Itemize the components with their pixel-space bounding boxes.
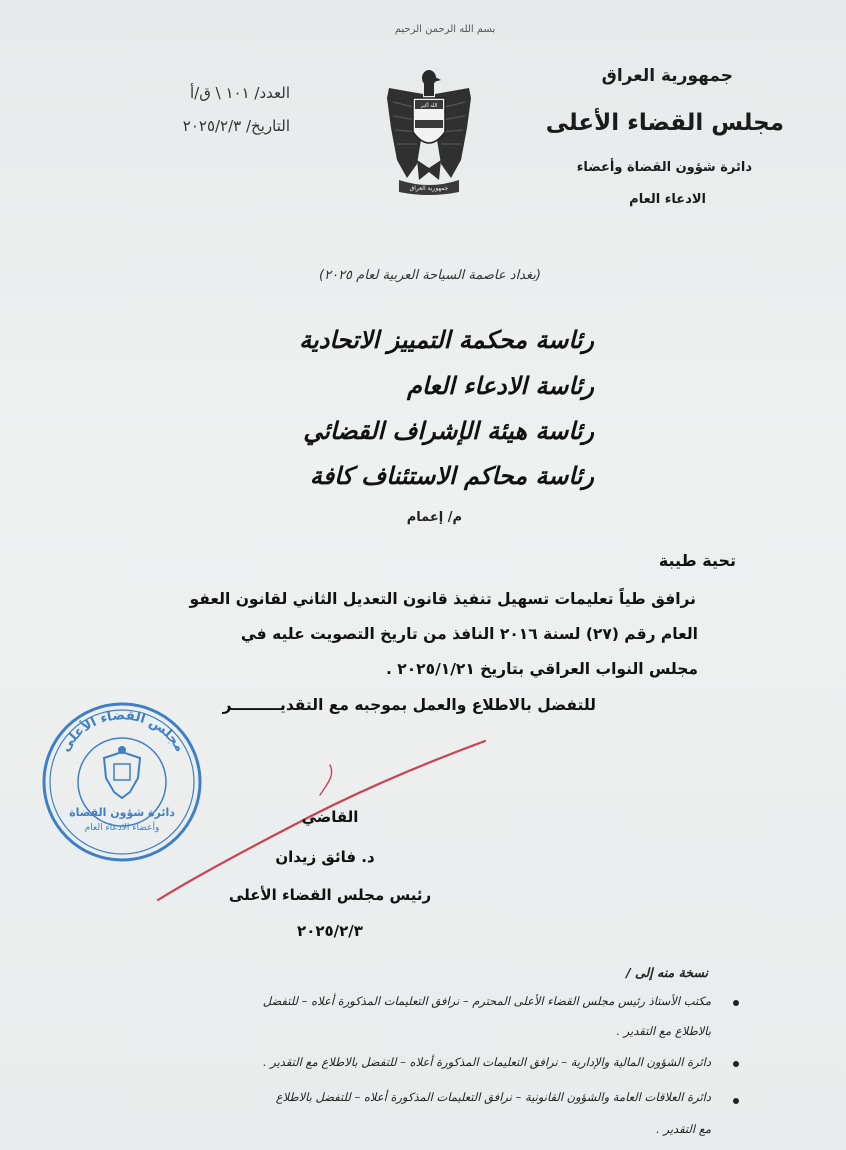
emblem-caption: جمهورية العراق xyxy=(409,185,449,192)
body-line-3: مجلس النواب العراقي بتاريخ ٢٠٢٥/١/٢١ . xyxy=(385,660,698,678)
signature-date: ٢٠٢٥/٢/٣ xyxy=(297,922,363,940)
department-line1: دائرة شؤون القضاة وأعضاء xyxy=(576,160,752,175)
subject-line: م/ إعمام xyxy=(406,510,462,525)
document-date: التاريخ/ ٢٠٢٥/٢/٣ xyxy=(182,117,290,135)
addressee-4: رئاسة محاكم الاستئناف كافة xyxy=(309,462,594,490)
bullet-icon xyxy=(733,1098,739,1104)
signature-name: د. فائق زيدان xyxy=(275,848,375,866)
stamp-inner-text-2: وأعضاء الادعاء العام xyxy=(84,823,160,833)
council-name: مجلس القضاء الأعلى xyxy=(545,110,784,136)
stamp-outer-text: مجلس القضاء الأعلى xyxy=(57,708,188,755)
signature-title: القاضي xyxy=(301,808,359,826)
greeting: تحية طيبة xyxy=(658,551,736,570)
body-line-4: للتفضل بالاطلاع والعمل بموجبه مع التقديـــــــــر xyxy=(222,696,596,714)
addressee-2: رئاسة الادعاء العام xyxy=(407,372,594,400)
copy-item-1-line2: بالاطلاع مع التقدير . xyxy=(616,1024,711,1038)
body-line-1: نرافق طياً تعليمات تسهيل تنفيذ قانون التعديل الثاني لقانون العفو xyxy=(189,590,696,608)
bullet-icon xyxy=(733,1061,739,1067)
addressee-3: رئاسة هيئة الإشراف القضائي xyxy=(303,417,594,445)
copy-item-1-line1: مكتب الأستاذ رئيس مجلس القضاء الأعلى المحترم – نرافق التعليمات المذكورة أعلاه – للتفضل xyxy=(262,994,711,1008)
emblem-text: الله أكبر xyxy=(420,103,438,109)
stamp-eagle-icon xyxy=(104,746,140,798)
slogan: (بغداد عاصمة السياحة العربية لعام ٢٠٢٥) xyxy=(319,268,541,283)
copies-label: نسخة منه إلى / xyxy=(626,965,708,980)
country-name: جمهورية العراق xyxy=(601,66,733,86)
copy-item-3-line1: دائرة العلاقات العامة والشؤون القانونية – نرافق التعليمات المذكورة أعلاه – للتفضل بالاطلاع xyxy=(275,1090,711,1104)
basmala: بسم الله الرحمن الرحيم xyxy=(394,24,496,35)
copy-item-3-line2: مع التقدير . xyxy=(656,1122,711,1136)
document-number: العدد/ ١٠١ \ ق/أ xyxy=(190,84,290,102)
bullet-icon xyxy=(733,1000,739,1006)
body-line-2: العام رقم (٢٧) لسنة ٢٠١٦ النافذ من تاريخ التصويت عليه في xyxy=(240,625,698,643)
department-line2: الادعاء العام xyxy=(629,192,706,207)
addressee-1: رئاسة محكمة التمييز الاتحادية xyxy=(299,326,594,354)
copy-item-2-line1: دائرة الشؤون المالية والإدارية – نرافق التعليمات المذكورة أعلاه – للتفضل بالاطلاع مع التقدير . xyxy=(262,1055,711,1069)
iraq-eagle-emblem-icon xyxy=(383,68,475,196)
signature-position: رئيس مجلس القضاء الأعلى xyxy=(228,886,432,904)
stamp-inner-text-1: دائرة شؤون القضاة xyxy=(69,806,175,819)
